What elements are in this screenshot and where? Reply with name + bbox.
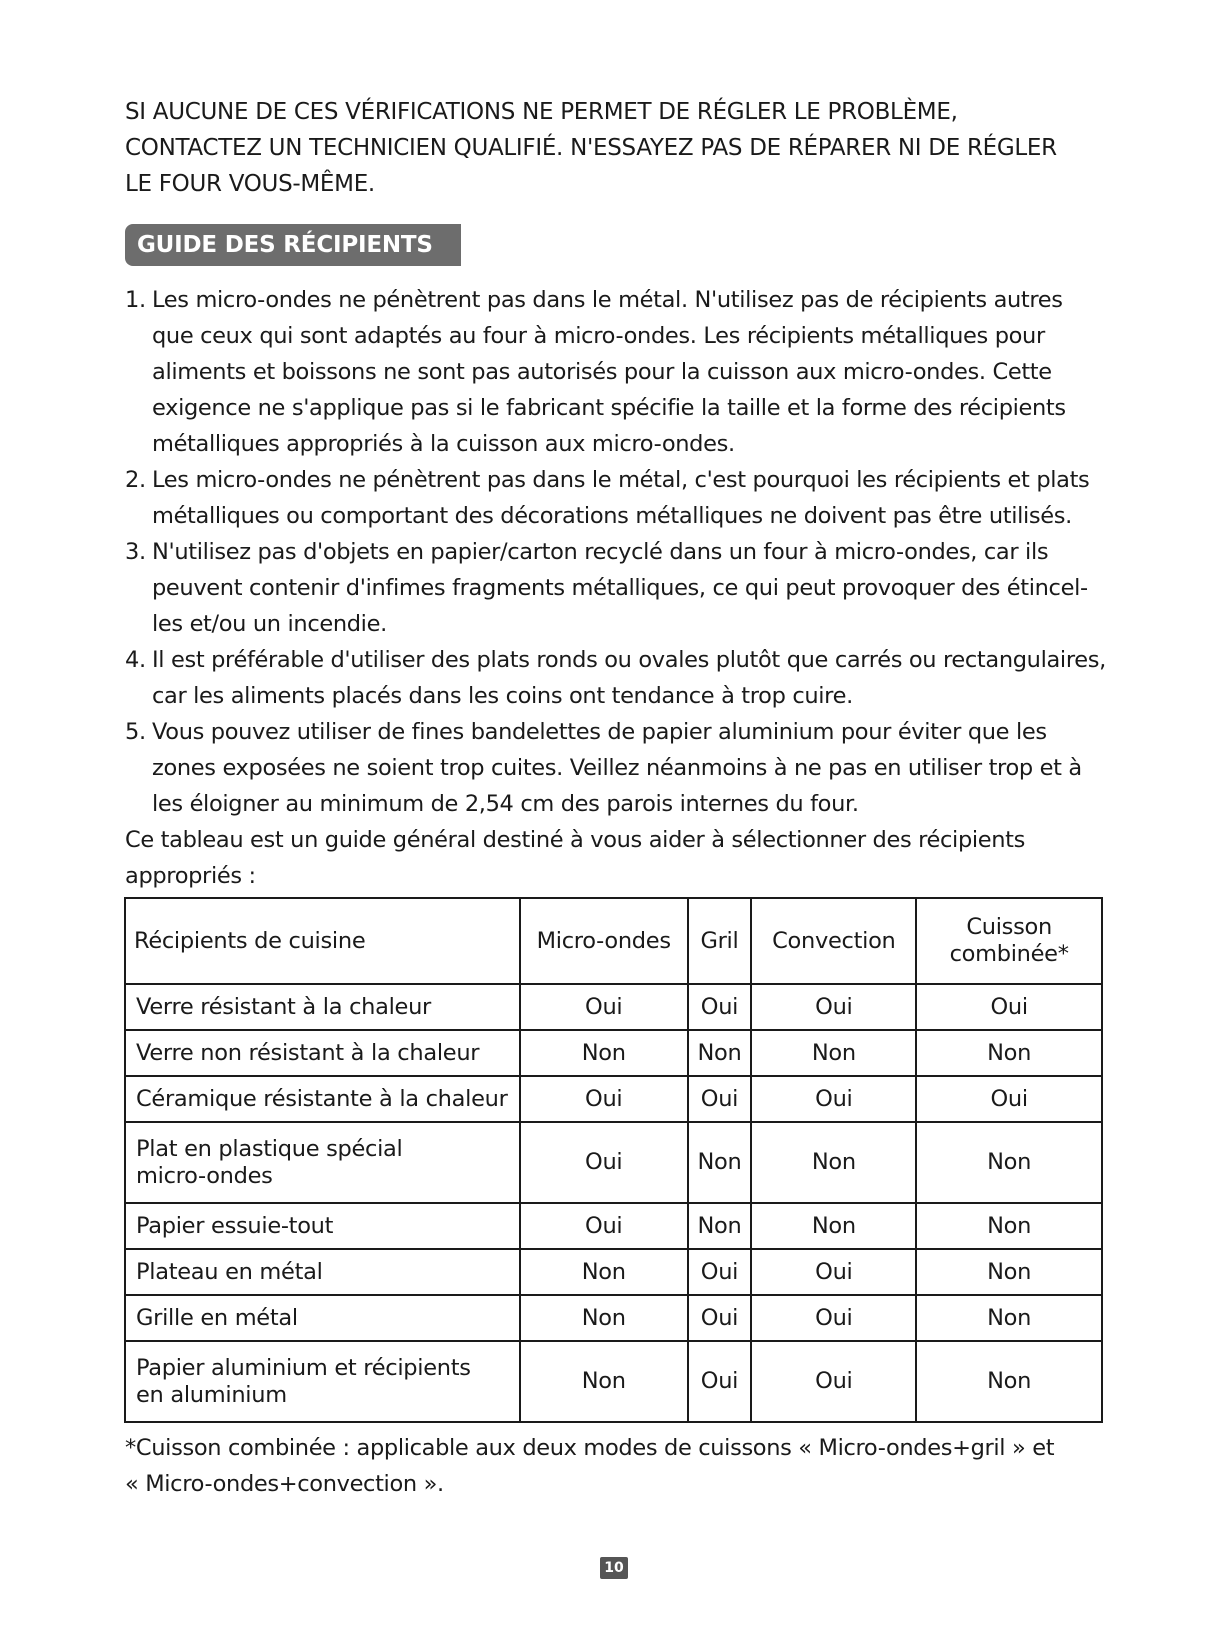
list-item-line: aliments et boissons ne sont pas autorisés pour la cuisson aux micro-ondes. Cette: [152, 359, 1052, 385]
cell-grill: Non: [688, 1203, 752, 1249]
list-item: [125, 534, 1110, 642]
cell-convection: Oui: [751, 1249, 916, 1295]
cell-combined: Non: [916, 1203, 1102, 1249]
header-combined: [916, 898, 1102, 984]
cell-microwave: Oui: [520, 984, 688, 1030]
table-row: [125, 1122, 1102, 1203]
list-item: [125, 462, 1110, 534]
cell-cookware-line: Papier aluminium et récipients: [136, 1354, 471, 1381]
cell-cookware-line: en aluminium: [136, 1381, 287, 1408]
guide-list: [125, 282, 1110, 822]
header-convection: Convection: [751, 898, 916, 984]
list-item-line: peuvent contenir d'infimes fragments métalliques, ce qui peut provoquer des étincel-: [152, 575, 1088, 601]
cell-microwave: Non: [520, 1249, 688, 1295]
list-item-line: N'utilisez pas d'objets en papier/carton recyclé dans un four à micro-ondes, car ils: [152, 539, 1049, 565]
cell-convection: Oui: [751, 1295, 916, 1341]
cell-microwave: Non: [520, 1341, 688, 1422]
cell-combined: Non: [916, 1122, 1102, 1203]
cell-cookware: Plateau en métal: [125, 1249, 520, 1295]
warning-text: [125, 94, 1105, 202]
warning-line: CONTACTEZ UN TECHNICIEN QUALIFIÉ. N'ESSAYEZ PAS DE RÉPARER NI DE RÉGLER: [125, 135, 1057, 161]
cell-cookware: [125, 1122, 520, 1203]
cell-microwave: Oui: [520, 1122, 688, 1203]
table-intro-line: Ce tableau est un guide général destiné à vous aider à sélectionner des récipients: [125, 827, 1026, 853]
header-microwave: Micro-ondes: [520, 898, 688, 984]
cell-cookware: Céramique résistante à la chaleur: [125, 1076, 520, 1122]
footnote: [125, 1430, 1110, 1502]
cell-combined: Non: [916, 1341, 1102, 1422]
cell-cookware: Verre non résistant à la chaleur: [125, 1030, 520, 1076]
cell-microwave: Non: [520, 1030, 688, 1076]
list-item-number: 3.: [125, 539, 146, 565]
table-row: [125, 1249, 1102, 1295]
list-item-line: Les micro-ondes ne pénètrent pas dans le métal. N'utilisez pas de récipients autres: [152, 287, 1063, 313]
cell-combined: Oui: [916, 984, 1102, 1030]
list-item-line: métalliques ou comportant des décorations métalliques ne doivent pas être utilisés.: [152, 503, 1072, 529]
cell-combined: Non: [916, 1030, 1102, 1076]
list-item-line: Vous pouvez utiliser de fines bandelettes de papier aluminium pour éviter que les: [152, 719, 1047, 745]
list-item: [125, 282, 1110, 462]
cell-cookware: [125, 1341, 520, 1422]
list-item-line: que ceux qui sont adaptés au four à micro-ondes. Les récipients métalliques pour: [152, 323, 1045, 349]
cell-cookware-line: Plat en plastique spécial: [136, 1135, 403, 1162]
cell-microwave: Non: [520, 1295, 688, 1341]
list-item-line: Les micro-ondes ne pénètrent pas dans le métal, c'est pourquoi les récipients et plats: [152, 467, 1090, 493]
list-item-line: Il est préférable d'utiliser des plats ronds ou ovales plutôt que carrés ou rectangulaires,: [152, 647, 1106, 673]
warning-line: LE FOUR VOUS-MÊME.: [125, 171, 375, 197]
header-combined-line: Cuisson: [966, 914, 1052, 940]
cell-cookware: Verre résistant à la chaleur: [125, 984, 520, 1030]
cell-convection: Oui: [751, 984, 916, 1030]
cell-grill: Oui: [688, 984, 752, 1030]
cookware-table: [124, 897, 1103, 1423]
list-item: [125, 642, 1110, 714]
cell-convection: Non: [751, 1203, 916, 1249]
list-item-line: exigence ne s'applique pas si le fabricant spécifie la taille et la forme des récipients: [152, 395, 1066, 421]
cell-grill: Oui: [688, 1341, 752, 1422]
list-item-line: car les aliments placés dans les coins ont tendance à trop cuire.: [152, 683, 853, 709]
cell-combined: Non: [916, 1295, 1102, 1341]
cell-grill: Oui: [688, 1076, 752, 1122]
list-item: [125, 714, 1110, 822]
footnote-line: « Micro-ondes+convection ».: [125, 1471, 444, 1497]
list-item-number: 1.: [125, 287, 146, 313]
list-item-line: métalliques appropriés à la cuisson aux micro-ondes.: [152, 431, 735, 457]
warning-line: SI AUCUNE DE CES VÉRIFICATIONS NE PERMET DE RÉGLER LE PROBLÈME,: [125, 99, 958, 125]
table-header-row: [125, 898, 1102, 984]
cell-grill: Non: [688, 1030, 752, 1076]
header-grill: Gril: [688, 898, 752, 984]
cell-convection: Non: [751, 1030, 916, 1076]
header-combined-line: combinée*: [949, 941, 1069, 967]
cell-cookware: Grille en métal: [125, 1295, 520, 1341]
list-item-line: les et/ou un incendie.: [152, 611, 387, 637]
header-cookware: Récipients de cuisine: [125, 898, 520, 984]
cell-convection: Non: [751, 1122, 916, 1203]
list-item-number: 5.: [125, 719, 146, 745]
table-row: [125, 984, 1102, 1030]
list-item-line: les éloigner au minimum de 2,54 cm des parois internes du four.: [152, 791, 859, 817]
cell-grill: Oui: [688, 1249, 752, 1295]
cell-cookware-line: micro-ondes: [136, 1162, 273, 1189]
table-intro: [125, 822, 1110, 894]
cell-convection: Oui: [751, 1076, 916, 1122]
cell-microwave: Oui: [520, 1203, 688, 1249]
table-row: [125, 1295, 1102, 1341]
table-row: [125, 1341, 1102, 1422]
cell-grill: Non: [688, 1122, 752, 1203]
cell-microwave: Oui: [520, 1076, 688, 1122]
table-row: [125, 1030, 1102, 1076]
section-title: GUIDE DES RÉCIPIENTS: [125, 224, 461, 266]
cell-grill: Oui: [688, 1295, 752, 1341]
cell-combined: Non: [916, 1249, 1102, 1295]
list-item-number: 4.: [125, 647, 146, 673]
page-number: 10: [600, 1557, 628, 1579]
list-item-number: 2.: [125, 467, 146, 493]
table-row: [125, 1203, 1102, 1249]
cell-convection: Oui: [751, 1341, 916, 1422]
table-intro-line: appropriés :: [125, 863, 256, 889]
cell-cookware: Papier essuie-tout: [125, 1203, 520, 1249]
cell-combined: Oui: [916, 1076, 1102, 1122]
footnote-line: *Cuisson combinée : applicable aux deux modes de cuissons « Micro-ondes+gril » et: [125, 1435, 1055, 1461]
table-row: [125, 1076, 1102, 1122]
list-item-line: zones exposées ne soient trop cuites. Veillez néanmoins à ne pas en utiliser trop et à: [152, 755, 1082, 781]
